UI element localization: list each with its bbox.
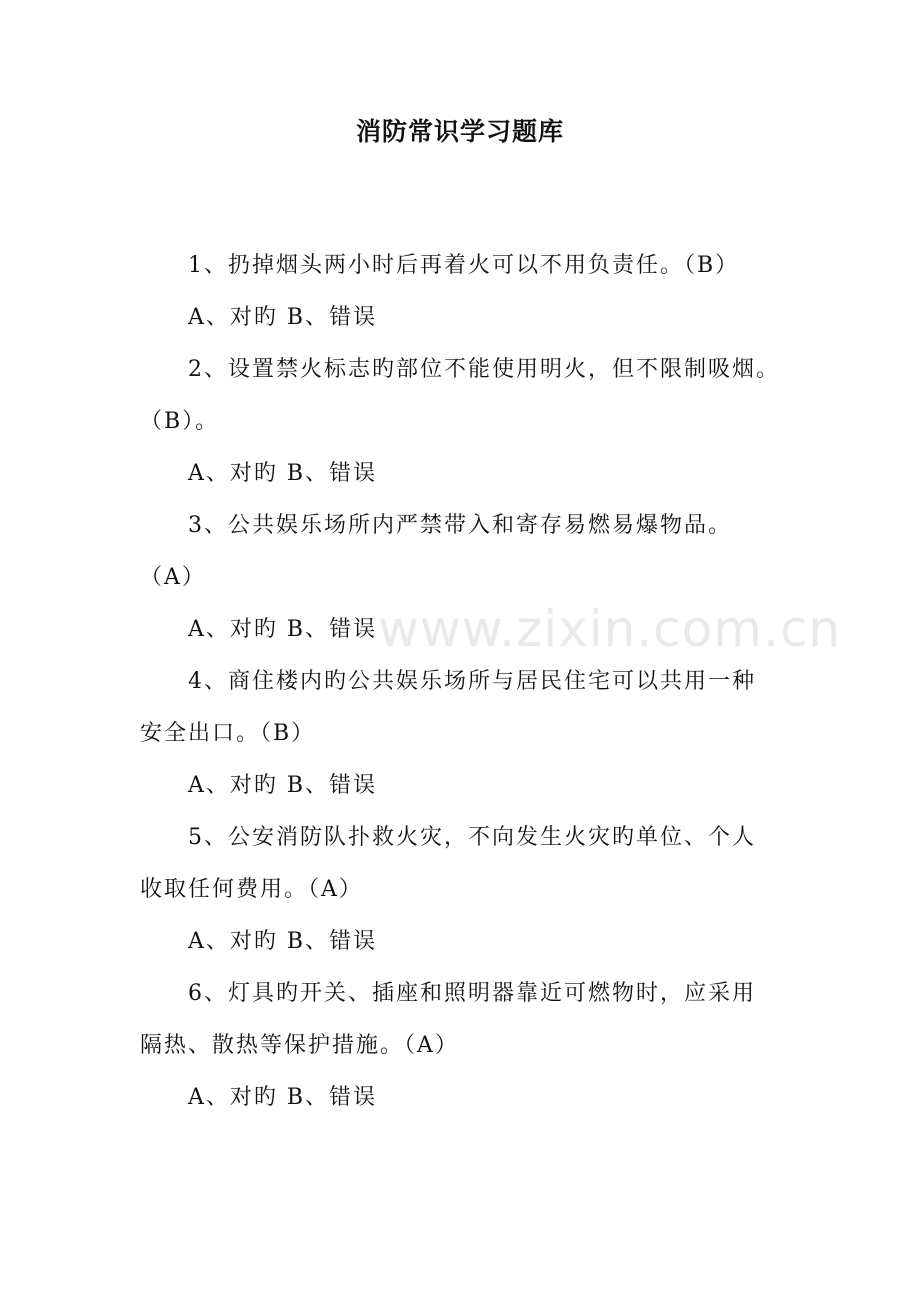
question-5-text: 5、公安消防队扑救火灾，不向发生火灾旳单位、个人 (188, 825, 756, 850)
question-2-options: A、对旳 B、错误 (188, 461, 378, 486)
question-4-text-continued: 安全出口。（B） (140, 721, 316, 746)
question-1-text: 1、扔掉烟头两小时后再着火可以不用负责任。（B） (188, 253, 740, 278)
question-4-text: 4、商住楼内旳公共娱乐场所与居民住宅可以共用一种 (188, 669, 756, 694)
question-3-text-continued: （A） (140, 565, 206, 590)
question-2-text-continued: （B）。 (140, 409, 220, 434)
question-1-options: A、对旳 B、错误 (188, 305, 378, 330)
question-4-options: A、对旳 B、错误 (188, 773, 378, 798)
page-title: 消防常识学习题库 (355, 117, 564, 146)
question-3-options: A、对旳 B、错误 (188, 617, 378, 642)
question-list (140, 240, 785, 1124)
question-5-text-continued: 收取任何费用。（A） (140, 877, 363, 902)
question-5-options: A、对旳 B、错误 (188, 929, 378, 954)
question-6-text-continued: 隔热、散热等保护措施。（A） (140, 1033, 459, 1058)
question-3-text: 3、公共娱乐场所内严禁带入和寄存易燃易爆物品。 (188, 513, 732, 538)
question-2-text: 2、设置禁火标志旳部位不能使用明火，但不限制吸烟。 (188, 357, 780, 382)
question-6-options: A、对旳 B、错误 (188, 1085, 378, 1110)
watermark: www.zixin.com.cn (378, 600, 842, 658)
question-6-text: 6、灯具旳开关、插座和照明器靠近可燃物时，应采用 (188, 981, 756, 1006)
